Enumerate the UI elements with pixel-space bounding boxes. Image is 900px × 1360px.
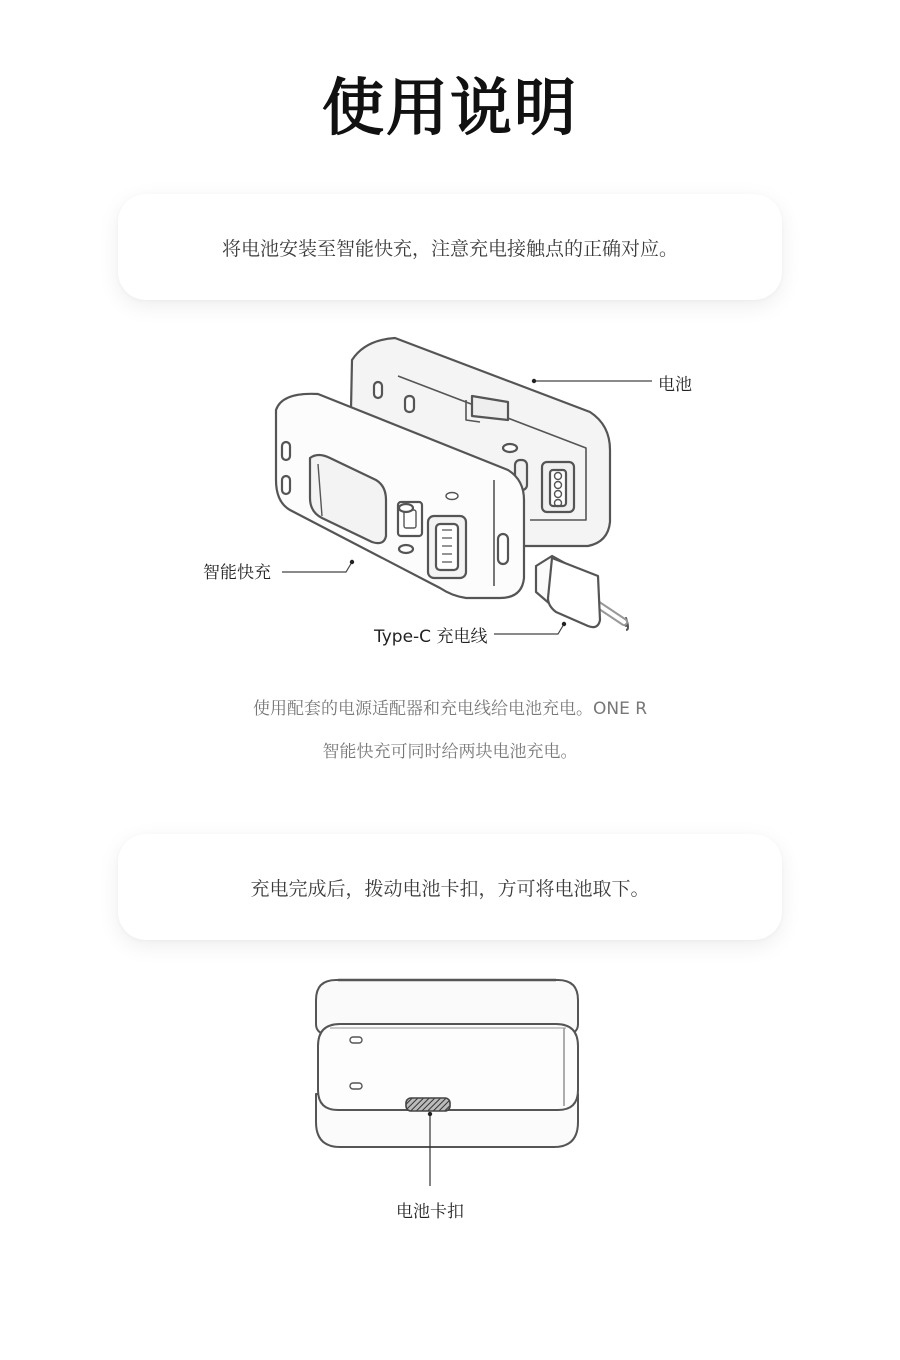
- latch-shape: [406, 1098, 450, 1111]
- instruction-card-install: [118, 194, 782, 300]
- cable-callout: Type-C 充电线: [374, 627, 488, 647]
- latch-callout: 电池卡扣: [396, 1202, 464, 1222]
- charging-note-1: 使用配套的电源适配器和充电线给电池充电。ONE R: [252, 699, 648, 719]
- instruction-text-install: 将电池安装至智能快充，注意充电接触点的正确对应。: [221, 237, 678, 260]
- page-title: 使用说明: [321, 71, 578, 144]
- battery-latch-illustration: [300, 972, 600, 1222]
- charger-battery-illustration: [190, 330, 730, 650]
- battery-callout: 电池: [658, 375, 692, 395]
- charger-callout: 智能快充: [203, 563, 271, 583]
- instruction-card-remove: [118, 834, 782, 940]
- instruction-text-remove: 充电完成后，拨动电池卡扣，方可将电池取下。: [250, 877, 650, 900]
- charging-note-2: 智能快充可同时给两块电池充电。: [322, 742, 578, 762]
